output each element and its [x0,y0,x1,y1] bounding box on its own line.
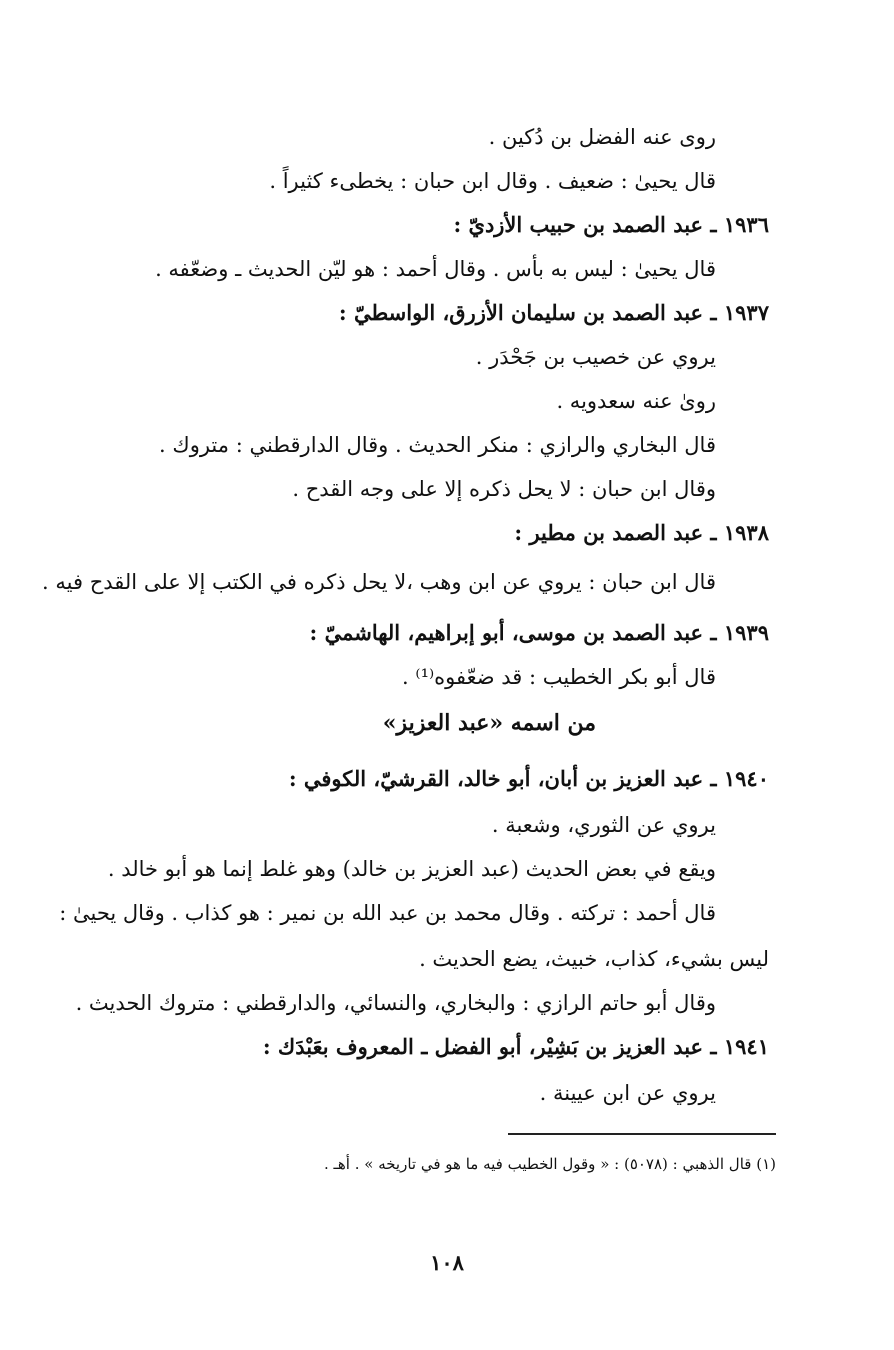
text-line: يروي عن ابن عيينة . [539,1081,716,1105]
entry-heading-1939: ١٩٣٩ ـ عبد الصمد بن موسى، أبو إبراهيم، الهاشميّ : [309,620,769,645]
entry-heading-1940: ١٩٤٠ ـ عبد العزيز بن أبان، أبو خالد، القرشيّ، الكوفي : [288,766,769,791]
footnote-divider [508,1133,776,1135]
text-line: وقال ابن حبان : لا يحل ذكره إلا على وجه القدح . [292,477,716,501]
text-line: قال يحيىٰ : ضعيف . وقال ابن حبان : يخطىء كثيراً . [269,169,716,193]
text-line: يروي عن الثوري، وشعبة . [491,813,716,837]
text-line: يروي عن خصيب بن جَحْدَر . [475,345,716,369]
section-heading: من اسمه «عبد العزيز» [382,710,596,736]
text-line: وقال أبو حاتم الرازي : والبخاري، والنسائي، والدارقطني : متروك الحديث . [75,991,716,1015]
page-number: ١٠٨ [430,1250,464,1275]
entry-heading-1936: ١٩٣٦ ـ عبد الصمد بن حبيب الأزديّ : [453,212,769,237]
text-line: ليس بشيء، كذاب، خبيث، يضع الحديث . [419,947,769,971]
entry-heading-1941: ١٩٤١ ـ عبد العزيز بن بَشِيْر، أبو الفضل ـ المعروف بعَبْدَك : [262,1034,769,1059]
text-line: قال البخاري والرازي : منكر الحديث . وقال الدارقطني : متروك . [159,433,716,457]
text-line: روىٰ عنه سعدويه . [556,389,716,413]
entry-heading-1938: ١٩٣٨ ـ عبد الصمد بن مطير : [514,520,769,545]
text-line: قال يحيىٰ : ليس به بأس . وقال أحمد : هو ليّن الحديث ـ وضعّفه . [155,257,716,281]
text-line: روى عنه الفضل بن دُكين . [488,125,716,149]
text-line: قال أحمد : تركته . وقال محمد بن عبد الله بن نمير : هو كذاب . وقال يحيىٰ : [59,901,716,925]
footnote: (١) قال الذهبي : (٥٠٧٨) : « وقول الخطيب فيه ما هو في تاريخه » . أهـ . [323,1155,776,1173]
entry-heading-1937: ١٩٣٧ ـ عبد الصمد بن سليمان الأزرق، الواسطيّ : [338,300,769,325]
text-line: قال ابن حبان : يروي عن ابن وهب ،لا يحل ذكره في الكتب إلا على القدح فيه . [42,570,716,594]
text-line: ويقع في بعض الحديث (عبد العزيز بن خالد) وهو غلط إنما هو أبو خالد . [107,857,716,881]
text-line: قال أبو بكر الخطيب : قد ضعّفوه⁽¹⁾ . [402,665,716,689]
